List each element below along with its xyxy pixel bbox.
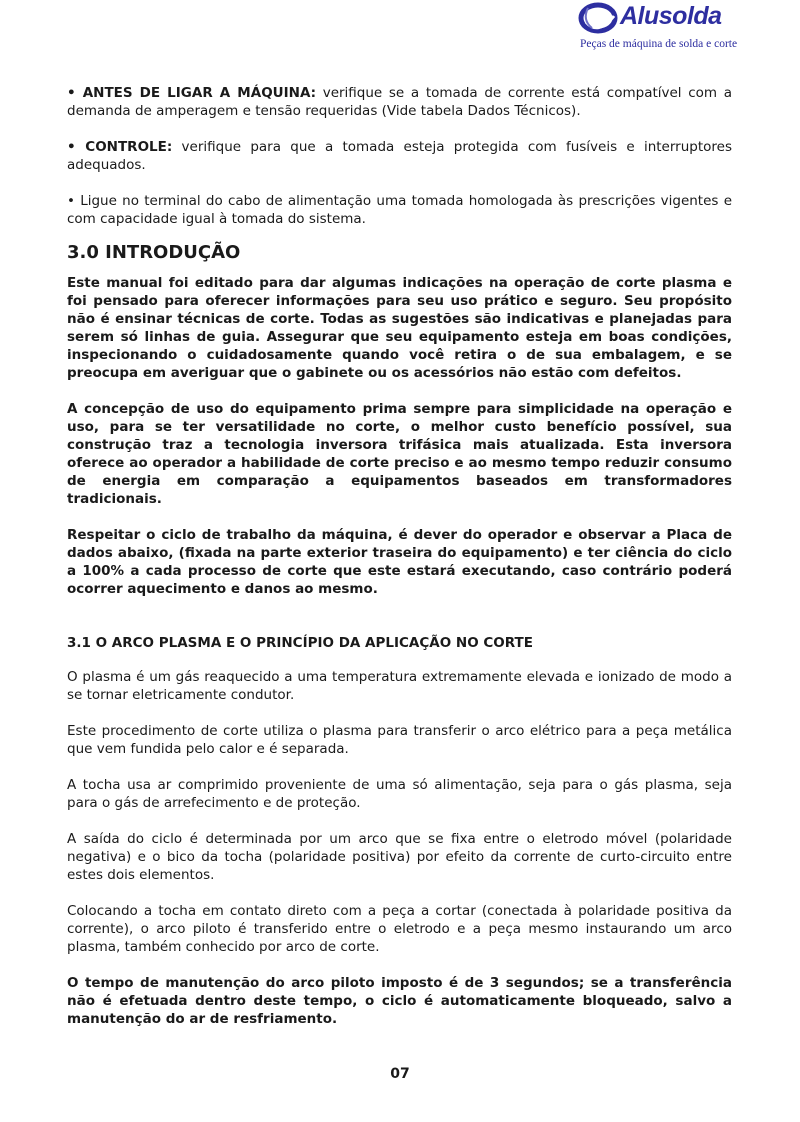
bullet-antes-de-ligar xyxy=(67,84,732,120)
plasma-paragraph-2: Este procedimento de corte utiliza o plasma para transferir o arco elétrico para a peça metálica que vem fundida pelo calor e é separada. xyxy=(67,723,732,757)
brand-name: Alusolda xyxy=(620,2,722,30)
page-number: 07 xyxy=(390,1066,410,1082)
brand-logo xyxy=(578,0,738,56)
bullet-text: verifique se a tomada de corrente está compatível com a demanda de amperagem e tensão requeridas (Vide tabela Dados Técnicos). xyxy=(67,85,732,119)
bullet-controle xyxy=(67,138,732,174)
plasma-paragraph-6: O tempo de manutenção do arco piloto imposto é de 3 segundos; se a transferência não é efetuada dentro deste tempo, o ciclo é automaticamente bloqueado, salvo a manutenção do ar de resfriamento. xyxy=(67,975,732,1027)
brand-tagline: Peças de máquina de solda e corte xyxy=(580,38,738,50)
page-content xyxy=(67,84,732,1028)
section-title-arco-plasma: 3.1 O ARCO PLASMA E O PRINCÍPIO DA APLICAÇÃO NO CORTE xyxy=(67,635,533,651)
bullet-label: • CONTROLE: xyxy=(67,139,173,155)
bullet-text: verifique para que a tomada esteja protegida com fusíveis e interruptores adequados. xyxy=(67,139,732,173)
bullet-ligue xyxy=(67,192,732,228)
bullet-label: • ANTES DE LIGAR A MÁQUINA: xyxy=(67,85,317,101)
intro-paragraph-1: Este manual foi editado para dar algumas indicações na operação de corte plasma e foi pensado para oferecer informações para seu uso prático e seguro. Seu propósito não é ensinar técnicas de corte. Todas as sugestões são indicativas e planejadas para serem só linhas de guia. Assegurar que seu equipamento esteja em boas condições, inspecionando o cuidadosamente quando você retira o de sua embalagem, e se preocupa em averiguar que o gabinete ou os acessórios não estão com defeitos. xyxy=(67,275,732,381)
plasma-paragraph-5: Colocando a tocha em contato direto com a peça a cortar (conectada à polaridade positiva da corrente), o arco piloto é transferido entre o eletrodo e a peça mesmo instaurando um arco plasma, também conhecido por arco de corte. xyxy=(67,903,732,955)
bullet-text: • Ligue no terminal do cabo de alimentação uma tomada homologada às prescrições vigentes e com capacidade igual à tomada do sistema. xyxy=(67,193,732,227)
intro-paragraph-3: Respeitar o ciclo de trabalho da máquina, é dever do operador e observar a Placa de dados abaixo, (fixada na parte exterior traseira do equipamento) e ter ciência do ciclo a 100% a cada processo de corte que este estará executando, caso contrário poderá ocorrer aquecimento e danos ao mesmo. xyxy=(67,527,732,597)
section-title-introducao: 3.0 INTRODUÇÃO xyxy=(67,242,241,263)
plasma-paragraph-1: O plasma é um gás reaquecido a uma temperatura extremamente elevada e ionizado de modo a se tornar eletricamente condutor. xyxy=(67,669,732,703)
plasma-paragraph-3: A tocha usa ar comprimido proveniente de uma só alimentação, seja para o gás plasma, seja para o gás de arrefecimento e de proteção. xyxy=(67,777,732,811)
intro-paragraph-2: A concepção de uso do equipamento prima sempre para simplicidade na operação e uso, para se ter versatilidade no corte, o melhor custo benefício possível, sua construção traz a tecnologia inversora trifásica mais atualizada. Esta inversora oferece ao operador a habilidade de corte preciso e ao mesmo tempo reduzir consumo de energia em comparação a equipamentos baseados em transformadores tradicionais. xyxy=(67,401,732,507)
plasma-paragraph-4: A saída do ciclo é determinada por um arco que se fixa entre o eletrodo móvel (polaridade negativa) e o bico da tocha (polaridade positiva) por efeito da corrente de curto-circuito entre estes dois elementos. xyxy=(67,831,732,883)
logo-swoosh-icon xyxy=(578,0,622,38)
